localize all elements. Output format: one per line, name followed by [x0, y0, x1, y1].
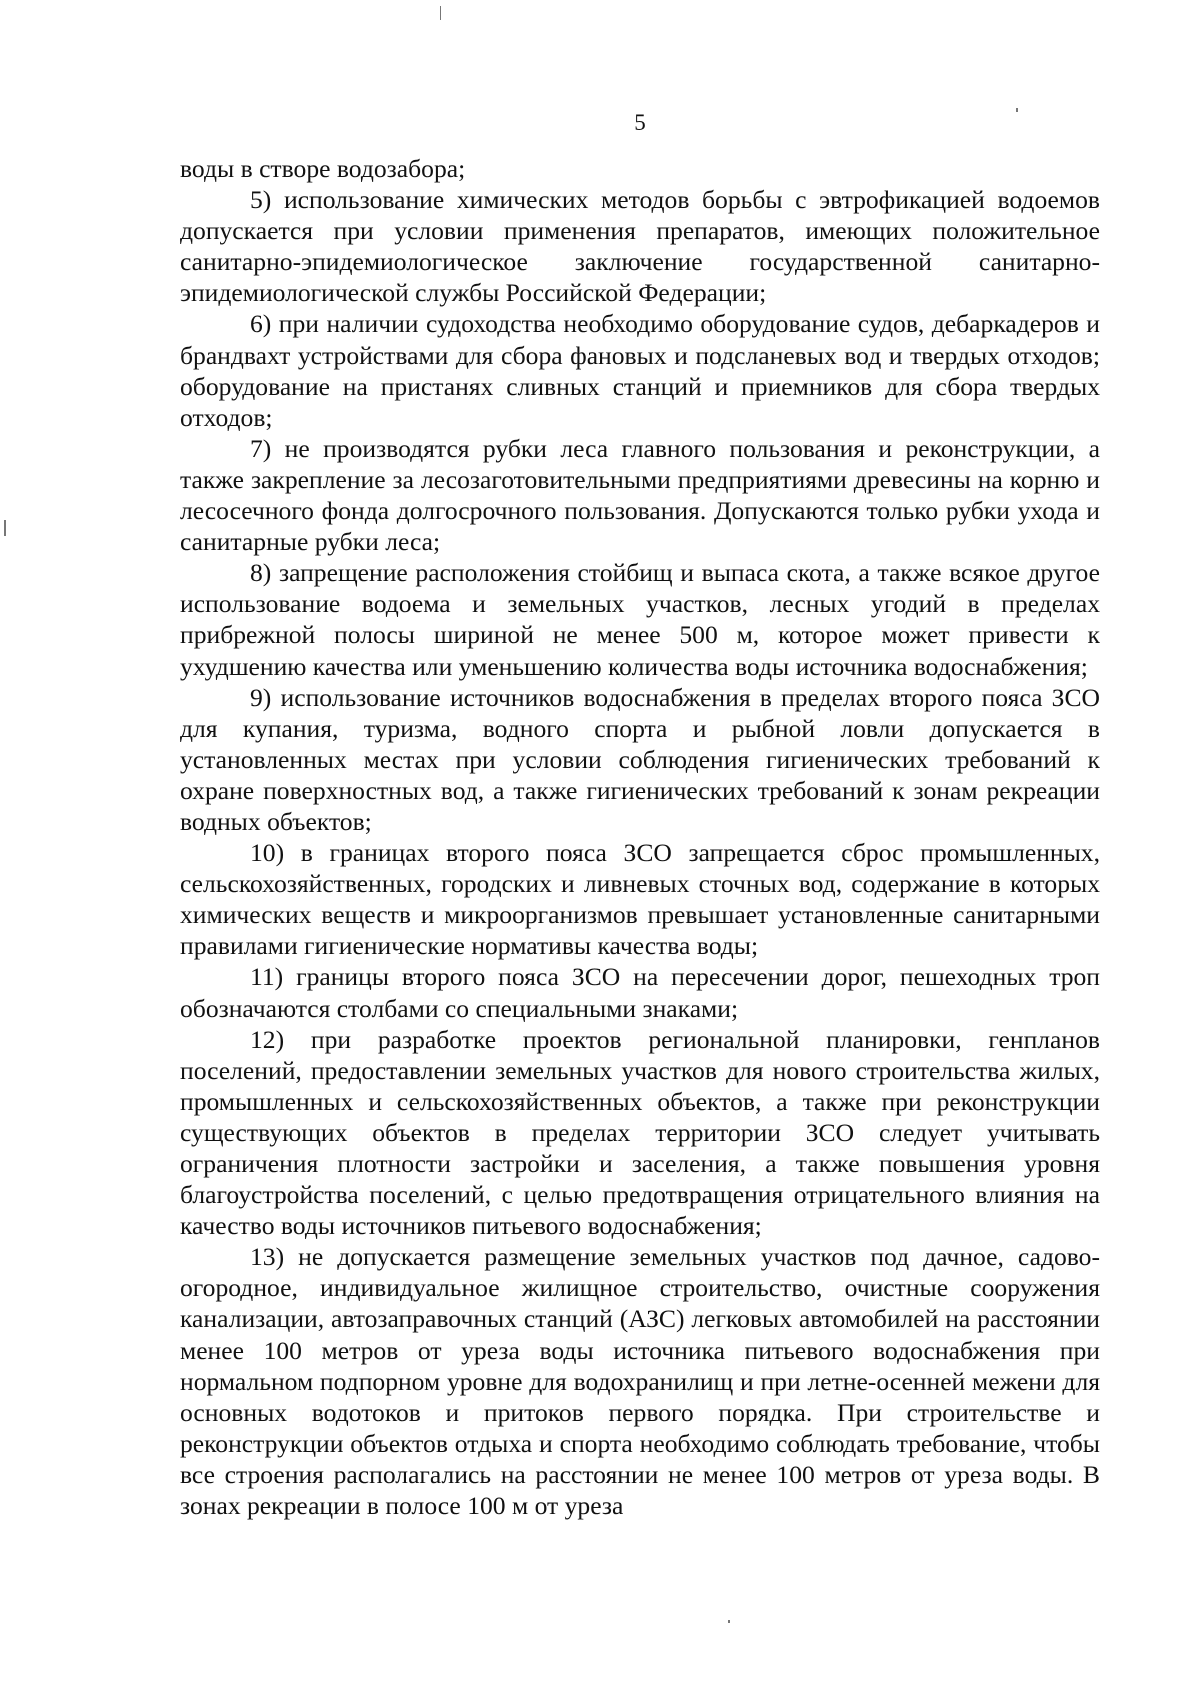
scan-mark-top: [440, 6, 441, 20]
paragraph-item-11: 11) границы второго пояса ЗСО на пересечении дорог, пешеходных троп обозначаются столбами со специальными знаками;: [180, 962, 1100, 1023]
paragraph-item-7: 7) не производятся рубки леса главного пользования и реконструкции, а также закрепление за лесозаготовительными предприятиями древесины на корню и лесосечного фонда долгосрочного пользования. Допускаются только рубки ухода и санитарные рубки леса;: [180, 433, 1100, 557]
page-number: 5: [634, 110, 646, 135]
scan-mark-bottom: [728, 1620, 730, 1623]
paragraph-item-8: 8) запрещение расположения стойбищ и выпаса скота, а также всякое другое использование водоема и земельных участков, лесных угодий в пределах прибрежной полосы шириной не менее 500 м, которое может привести к ухудшению качества или уменьшению количества воды источника водоснабжения;: [180, 558, 1100, 681]
paragraph-item-10: 10) в границах второго пояса ЗСО запрещается сброс промышленных, сельскохозяйственных, городских и ливневых сточных вод, содержание в которых химических веществ и микроорганизмов превышает установленные санитарными правилами гигиенические нормативы качества воды;: [180, 838, 1100, 961]
paragraph-item-5: 5) использование химических методов борьбы с эвтрофикацией водоемов допускается при условии применения препаратов, имеющих положительное санитарно-эпидемиологическое заключение государственной санитарно-эпидемиологической службы Российской Федерации;: [180, 185, 1100, 308]
paragraph-continuation: воды в створе водозабора;: [180, 154, 466, 183]
paragraph-item-6: 6) при наличии судоходства необходимо оборудование судов, дебаркадеров и брандвахт устройствами для сбора фановых и подсланевых вод и твердых отходов; оборудование на пристанях сливных станций и приемников для сбора твердых отходов;: [180, 309, 1100, 432]
paragraph-item-12: 12) при разработке проектов региональной планировки, генпланов поселений, предоставлении земельных участков для нового строительства жилых, промышленных и сельскохозяйственных объектов, а также при реконструкции существующих объектов в пределах территории ЗСО следует учитывать ограничения плотности застройки и заселения, а также повышения уровня благоустройства поселений, с целью предотвращения отрицательного влияния на качество воды источников питьевого водоснабжения;: [180, 1024, 1100, 1241]
scan-mark-left: [4, 520, 6, 536]
document-body: [180, 153, 1100, 1521]
paragraph-item-9: 9) использование источников водоснабжения в пределах второго пояса ЗСО для купания, туризма, водного спорта и рыбной ловли допускается в установленных местах при условии соблюдения гигиенических требований к охране поверхностных вод, а также гигиенических требований к зонам рекреации водных объектов;: [180, 682, 1100, 836]
paragraph-item-13: 13) не допускается размещение земельных участков под дачное, садово-огородное, индивидуальное жилищное строительство, очистные сооружения канализации, автозаправочных станций (АЗС) легковых автомобилей на расстоянии менее 100 метров от уреза воды источника питьевого водоснабжения при нормальном подпорном уровне для водохранилищ и при летне-осенней межени для основных водотоков и притоков первого порядка. При строительстве и реконструкции объектов отдыха и спорта необходимо соблюдать требование, чтобы все строения располагались на расстоянии не менее 100 метров от уреза воды. В зонах рекреации в полосе 100 м от уреза: [180, 1242, 1100, 1521]
